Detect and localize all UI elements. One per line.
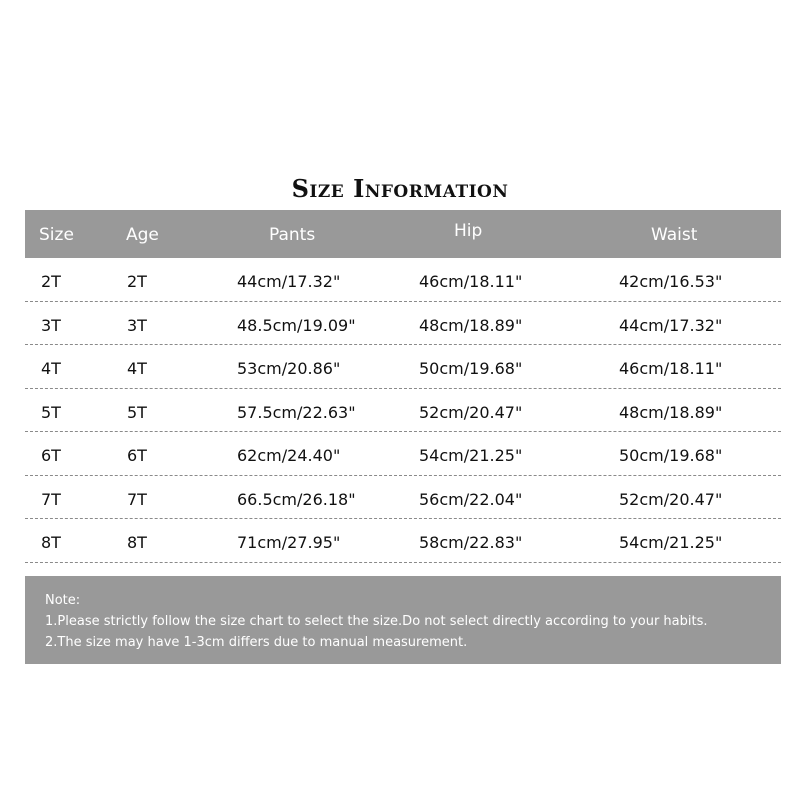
note-box [25,576,781,664]
cell-hip: 58cm/22.83" [419,533,523,552]
cell-pants: 62cm/24.40" [237,446,341,465]
cell-hip: 50cm/19.68" [419,359,523,378]
table-header [25,210,781,258]
cell-age: 2T [127,272,147,291]
cell-pants: 53cm/20.86" [237,359,341,378]
header-pants: Pants [269,225,316,245]
cell-size: 2T [41,272,61,291]
cell-waist: 46cm/18.11" [619,359,723,378]
cell-waist: 52cm/20.47" [619,489,723,509]
cell-waist: 42cm/16.53" [619,272,723,291]
cell-size: 6T [41,446,61,465]
cell-age: 5T [127,402,147,422]
cell-hip: 46cm/18.11" [419,272,523,291]
cell-pants: 48.5cm/19.09" [237,315,356,335]
cell-size: 5T [41,402,61,422]
table-row [25,389,781,433]
cell-size: 7T [41,489,61,509]
cell-age: 4T [127,359,147,378]
size-table [25,210,781,563]
cell-waist: 54cm/21.25" [619,533,723,552]
table-row [25,432,781,476]
table-row [25,476,781,520]
table-row [25,519,781,563]
header-hip: Hip [454,221,483,241]
cell-waist: 50cm/19.68" [619,446,723,465]
cell-pants: 71cm/27.95" [237,533,341,552]
cell-pants: 66.5cm/26.18" [237,489,356,509]
cell-pants: 57.5cm/22.63" [237,402,356,422]
cell-waist: 44cm/17.32" [619,315,723,335]
cell-size: 4T [41,359,61,378]
cell-waist: 48cm/18.89" [619,402,723,422]
cell-pants: 44cm/17.32" [237,272,341,291]
cell-age: 3T [127,315,147,335]
cell-age: 6T [127,446,147,465]
cell-age: 8T [127,533,147,552]
table-row [25,258,781,302]
cell-size: 8T [41,533,61,552]
note-line-2: 2.The size may have 1-3cm differs due to manual measurement. [45,635,468,650]
note-line-1: 1.Please strictly follow the size chart to select the size.Do not select directly according to your habits. [45,614,708,629]
cell-age: 7T [127,489,147,509]
note-heading: Note: [45,593,81,608]
cell-hip: 54cm/21.25" [419,446,523,465]
header-size: Size [39,225,74,245]
cell-hip: 52cm/20.47" [419,402,523,422]
table-row [25,345,781,389]
header-waist: Waist [651,225,698,245]
table-row [25,302,781,346]
cell-hip: 48cm/18.89" [419,315,523,335]
cell-hip: 56cm/22.04" [419,489,523,509]
cell-size: 3T [41,315,61,335]
header-age: Age [126,225,159,245]
page-title: Size Information [291,174,509,203]
